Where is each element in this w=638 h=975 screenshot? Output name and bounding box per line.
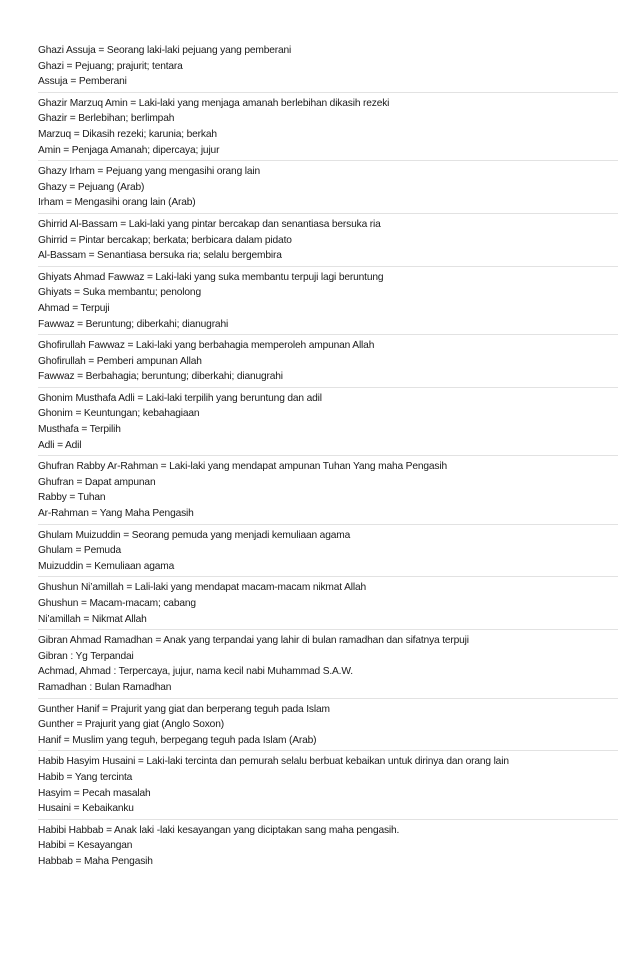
- name-entry: [38, 217, 618, 267]
- entry-meaning-line: Ghiyats = Suka membantu; penolong: [38, 287, 201, 299]
- entry-full-name-line: Ghonim Musthafa Adli = Laki-laki terpilih yang beruntung dan adil: [38, 392, 322, 404]
- entry-meaning-line: Habbab = Maha Pengasih: [38, 855, 153, 867]
- entry-meaning-line: Ghushun = Macam-macam; cabang: [38, 598, 196, 609]
- entry-full-name-line: Habib Hasyim Husaini = Laki-laki tercinta dan pemurah selalu berbuat kebaikan untuk dirinya dan orang lain: [38, 756, 509, 768]
- entry-full-name-line: Gibran Ahmad Ramadhan = Anak yang terpandai yang lahir di bulan ramadhan dan sifatnya terpuji: [38, 635, 469, 647]
- entry-meaning-line: Gunther = Prajurit yang giat (Anglo Soxon): [38, 719, 224, 731]
- name-entry: [38, 96, 618, 161]
- name-entry: [38, 164, 618, 214]
- entry-meaning-line: Musthafa = Terpilih: [38, 424, 121, 436]
- name-entry: [38, 43, 618, 93]
- entry-full-name-line: Ghazy Irham = Pejuang yang mengasihi orang lain: [38, 166, 261, 178]
- entry-meaning-line: Fawwaz = Beruntung; diberkahi; dianugrahi: [38, 318, 229, 330]
- entry-meaning-line: Rabby = Tuhan: [38, 492, 106, 504]
- entry-full-name-line: Habibi Habbab = Anak laki -laki kesayangan yang diciptakan sang maha pengasih.: [38, 824, 400, 836]
- name-meaning-list: [38, 43, 618, 875]
- entry-meaning-line: Ramadhan : Bulan Ramadhan: [38, 681, 172, 693]
- entry-meaning-line: Ar-Rahman = Yang Maha Pengasih: [38, 508, 194, 520]
- entry-full-name-line: Gunther Hanif = Prajurit yang giat dan berperang teguh pada Islam: [38, 703, 330, 715]
- entry-full-name-line: Ghufran Rabby Ar-Rahman = Laki-laki yang mendapat ampunan Tuhan Yang maha Pengasih: [38, 461, 447, 473]
- name-entry: [38, 270, 618, 335]
- entry-full-name-line: Ghulam Muizuddin = Seorang pemuda yang menjadi kemuliaan agama: [38, 529, 351, 541]
- entry-meaning-line: Ghazy = Pejuang (Arab): [38, 181, 145, 193]
- entry-meaning-line: Habib = Yang tercinta: [38, 771, 133, 783]
- entry-meaning-line: Fawwaz = Berbahagia; beruntung; diberkahi; dianugrahi: [38, 371, 283, 383]
- entry-meaning-line: Achmad, Ahmad : Terpercaya, jujur, nama kecil nabi Muhammad S.A.W.: [38, 666, 353, 678]
- entry-full-name-line: Ghofirullah Fawwaz = Laki-laki yang berbahagia memperoleh ampunan Allah: [38, 340, 375, 352]
- entry-meaning-line: Irham = Mengasihi orang lain (Arab): [38, 197, 196, 209]
- name-entry: [38, 391, 618, 456]
- entry-meaning-line: Amin = Penjaga Amanah; dipercaya; jujur: [38, 144, 220, 156]
- name-entry: [38, 633, 618, 698]
- name-entry: [38, 580, 618, 630]
- name-entry: [38, 702, 618, 752]
- entry-meaning-line: Hasyim = Pecah masalah: [38, 787, 151, 799]
- entry-meaning-line: Ghazi = Pejuang; prajurit; tentara: [38, 60, 183, 72]
- entry-full-name-line: Ghazir Marzuq Amin = Laki-laki yang menjaga amanah berlebihan dikasih rezeki: [38, 97, 390, 109]
- entry-meaning-line: Ghonim = Keuntungan; kebahagiaan: [38, 408, 200, 420]
- entry-full-name-line: Ghirrid Al-Bassam = Laki-laki yang pintar bercakap dan senantiasa bersuka ria: [38, 218, 381, 230]
- name-entry: [38, 754, 618, 819]
- entry-meaning-line: Gibran : Yg Terpandai: [38, 650, 134, 662]
- entry-meaning-line: Habibi = Kesayangan: [38, 840, 133, 852]
- name-entry: [38, 528, 618, 578]
- entry-full-name-line: Ghushun Ni’amillah = Lali-laki yang mendapat macam-macam nikmat Allah: [38, 582, 366, 594]
- name-entry: [38, 338, 618, 388]
- entry-meaning-line: Ghofirullah = Pemberi ampunan Allah: [38, 355, 202, 367]
- entry-meaning-line: Ahmad = Terpuji: [38, 302, 110, 314]
- entry-meaning-line: Hanif = Muslim yang teguh, berpegang teguh pada Islam (Arab): [38, 734, 317, 746]
- entry-meaning-line: Marzuq = Dikasih rezeki; karunia; berkah: [38, 128, 217, 140]
- entry-meaning-line: Muizuddin = Kemuliaan agama: [38, 560, 175, 572]
- entry-meaning-line: Adli = Adil: [38, 439, 82, 451]
- entry-full-name-line: Ghazi Assuja = Seorang laki-laki pejuang yang pemberani: [38, 45, 292, 56]
- entry-meaning-line: Husaini = Kebaikanku: [38, 803, 134, 815]
- name-entry: [38, 459, 618, 524]
- entry-full-name-line: Ghiyats Ahmad Fawwaz = Laki-laki yang suka membantu terpuji lagi beruntung: [38, 271, 384, 283]
- entry-meaning-line: Ghazir = Berlebihan; berlimpah: [38, 113, 175, 125]
- entry-meaning-line: Al-Bassam = Senantiasa bersuka ria; selalu bergembira: [38, 250, 282, 262]
- name-entry: [38, 823, 618, 872]
- entry-meaning-line: Ni’amillah = Nikmat Allah: [38, 613, 147, 625]
- entry-meaning-line: Ghufran = Dapat ampunan: [38, 476, 156, 488]
- entry-meaning-line: Assuja = Pemberani: [38, 76, 127, 88]
- entry-meaning-line: Ghirrid = Pintar bercakap; berkata; berbicara dalam pidato: [38, 234, 292, 246]
- entry-meaning-line: Ghulam = Pemuda: [38, 545, 121, 557]
